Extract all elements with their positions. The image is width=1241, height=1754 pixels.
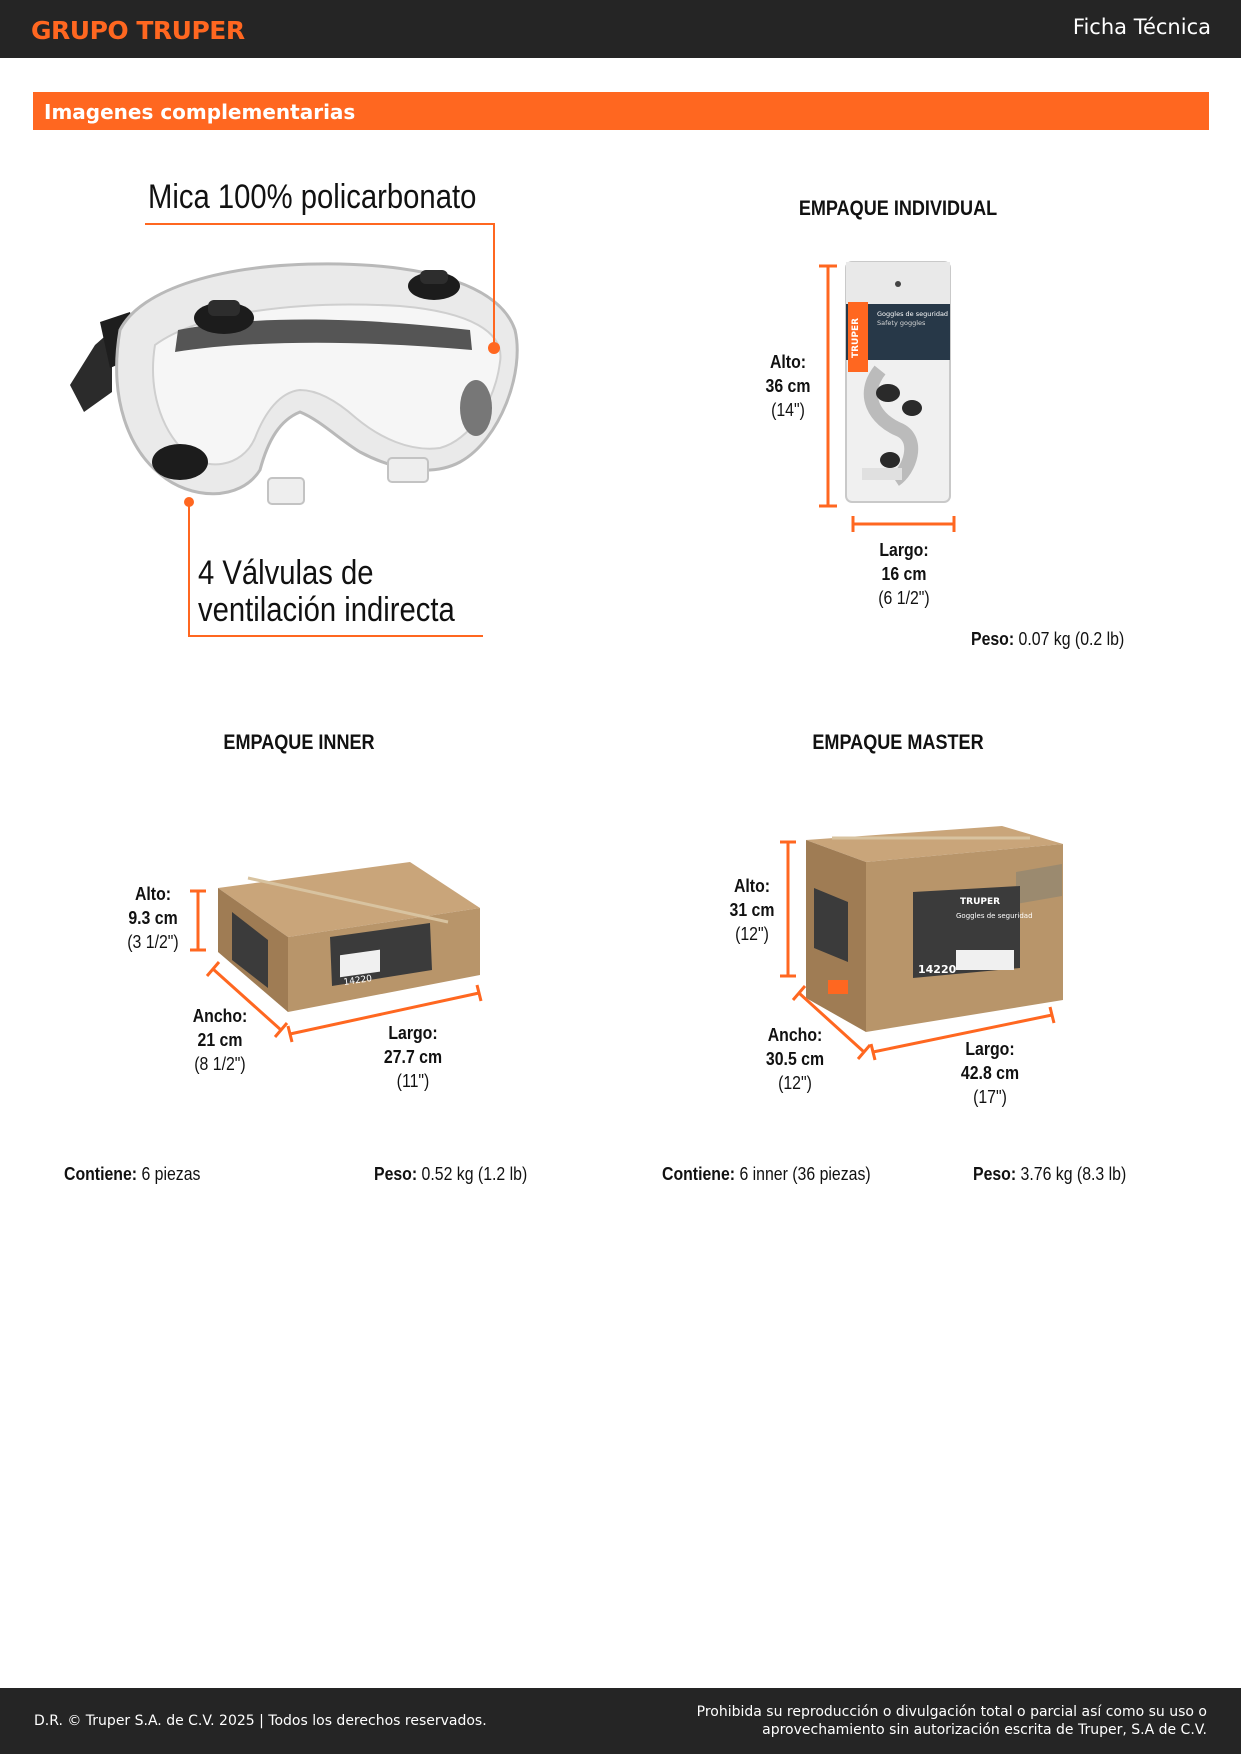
footer-copyright: D.R. © Truper S.A. de C.V. 2025 | Todos los derechos reservados. xyxy=(34,1713,487,1729)
inner-contiene-value: 6 piezas xyxy=(141,1164,201,1184)
inner-peso xyxy=(374,1164,527,1185)
individual-largo-label: Largo: xyxy=(879,540,929,560)
master-box-code: 14220 xyxy=(918,963,957,976)
inner-ancho-label: Ancho: xyxy=(192,1006,248,1026)
master-largo xyxy=(946,1037,1034,1109)
inner-largo-value: 27.7 cm xyxy=(383,1047,443,1067)
inner-alto-imperial: (3 1/2") xyxy=(127,932,179,952)
individual-heading: EMPAQUE INDIVIDUAL xyxy=(798,197,998,220)
inner-largo xyxy=(369,1021,457,1093)
inner-box-image xyxy=(218,862,480,1012)
inner-alto xyxy=(109,882,197,954)
inner-alto-value: 9.3 cm xyxy=(128,908,178,928)
callout-valves-line2: ventilación indirecta xyxy=(198,591,455,629)
inner-alto-label: Alto: xyxy=(134,884,172,904)
inner-largo-label: Largo: xyxy=(388,1023,438,1043)
brand-logo: GRUPO TRUPER xyxy=(31,16,245,45)
inner-largo-imperial: (11") xyxy=(396,1071,430,1091)
inner-peso-value: 0.52 kg (1.2 lb) xyxy=(421,1164,528,1184)
document-type: Ficha Técnica xyxy=(1072,15,1211,39)
inner-heading: EMPAQUE INNER xyxy=(223,731,375,754)
pack-subtitle: Safety goggles xyxy=(877,319,926,327)
goggles-image xyxy=(70,264,517,504)
master-largo-value: 42.8 cm xyxy=(960,1063,1020,1083)
footer-notice-line1: Prohibida su reproducción o divulgación total o parcial así como su uso o xyxy=(696,1704,1207,1720)
master-contiene-label: Contiene: xyxy=(662,1164,736,1184)
master-ancho-label: Ancho: xyxy=(767,1025,823,1045)
individual-alto xyxy=(744,350,832,422)
individual-alto-value: 36 cm xyxy=(765,376,811,396)
individual-alto-label: Alto: xyxy=(769,352,807,372)
individual-largo-imperial: (6 1/2") xyxy=(878,588,930,608)
inner-ancho xyxy=(176,1004,264,1076)
callout-valves-line1: 4 Válvulas de xyxy=(198,554,374,592)
master-contiene-value: 6 inner (36 piezas) xyxy=(739,1164,871,1184)
master-ancho xyxy=(751,1023,839,1095)
master-largo-label: Largo: xyxy=(965,1039,1015,1059)
callout-lens: Mica 100% policarbonato xyxy=(148,178,477,216)
individual-package-image xyxy=(846,262,950,502)
inner-ancho-value: 21 cm xyxy=(197,1030,243,1050)
footer-notice-line2: aprovechamiento sin autorización escrita de Truper, S.A de C.V. xyxy=(762,1722,1207,1738)
inner-peso-label: Peso: xyxy=(374,1164,418,1184)
inner-box-code: 14220 xyxy=(343,974,373,988)
callout-dot-valves xyxy=(184,497,194,507)
callout-dot-lens xyxy=(488,342,500,354)
master-heading: EMPAQUE MASTER xyxy=(812,731,984,754)
individual-alto-imperial: (14") xyxy=(771,400,805,420)
inner-contiene-label: Contiene: xyxy=(64,1164,138,1184)
master-ancho-imperial: (12") xyxy=(778,1073,812,1093)
section-title: Imagenes complementarias xyxy=(44,100,356,124)
master-alto-label: Alto: xyxy=(733,876,771,896)
master-peso xyxy=(973,1164,1126,1185)
master-contiene xyxy=(662,1164,871,1185)
individual-peso-value: 0.07 kg (0.2 lb) xyxy=(1018,629,1125,649)
master-peso-value: 3.76 kg (8.3 lb) xyxy=(1020,1164,1127,1184)
individual-peso xyxy=(971,629,1124,650)
master-alto-imperial: (12") xyxy=(735,924,769,944)
master-largo-imperial: (17") xyxy=(973,1087,1007,1107)
master-alto xyxy=(708,874,796,946)
inner-contiene xyxy=(64,1164,200,1185)
master-box-brand: TRUPER xyxy=(960,897,1001,907)
master-box-image xyxy=(806,826,1063,1032)
individual-largo-value: 16 cm xyxy=(881,564,927,584)
master-ancho-value: 30.5 cm xyxy=(765,1049,825,1069)
footer-notice xyxy=(647,1703,1207,1739)
pack-title: Goggles de seguridad xyxy=(877,310,949,318)
individual-largo xyxy=(859,538,949,610)
footer-bar xyxy=(0,1688,1241,1754)
pack-brand: TRUPER xyxy=(851,317,861,359)
master-alto-value: 31 cm xyxy=(729,900,775,920)
individual-peso-label: Peso: xyxy=(971,629,1015,649)
master-box-title: Goggles de seguridad xyxy=(956,912,1033,920)
master-peso-label: Peso: xyxy=(973,1164,1017,1184)
inner-ancho-imperial: (8 1/2") xyxy=(194,1054,246,1074)
